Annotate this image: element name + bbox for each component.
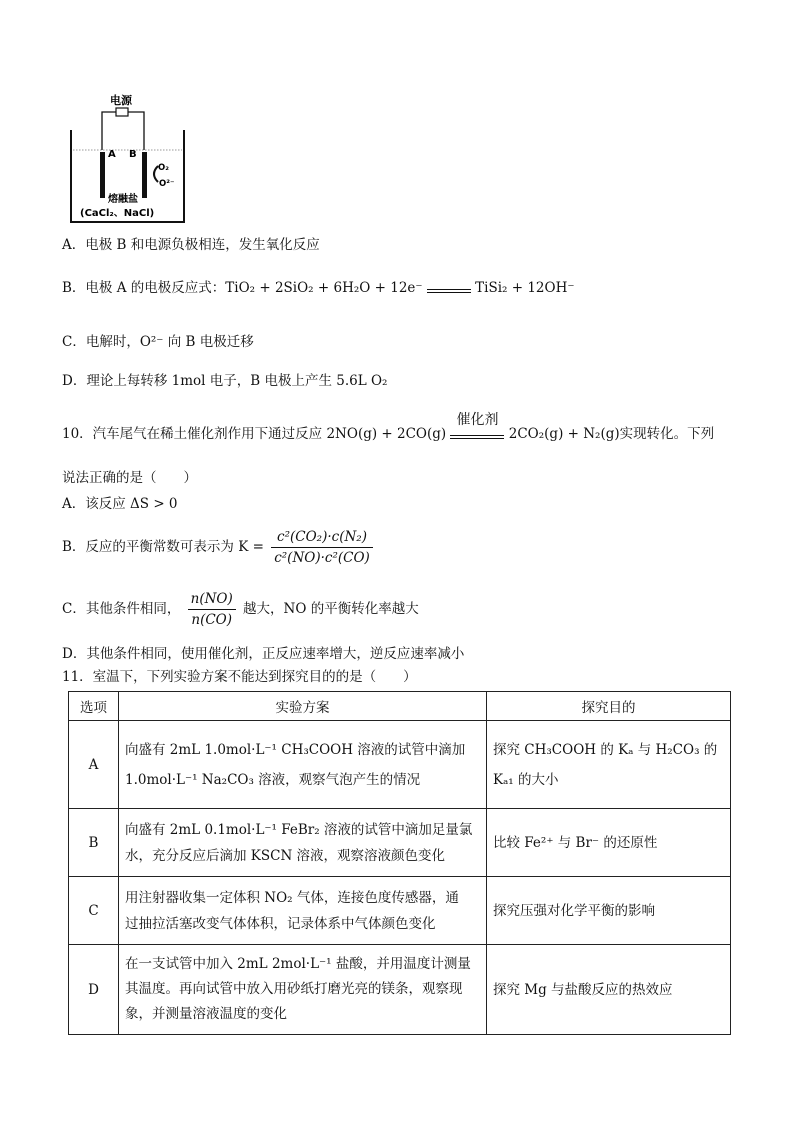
goal-line: 探究 CH₃COOH 的 Kₐ 与 H₂CO₃ 的 bbox=[493, 741, 718, 758]
table-row bbox=[69, 877, 731, 945]
header-plan: 实验方案 bbox=[119, 692, 487, 721]
q10-option-c bbox=[62, 590, 419, 629]
plan-line: 其温度。再向试管中放入用砂纸打磨光亮的镁条，观察现 bbox=[125, 981, 463, 997]
q10-option-c-prefix: C．其他条件相同， bbox=[62, 601, 181, 617]
q9-option-d: D．理论上每转移 1mol 电子，B 电极上产生 5.6L O₂ bbox=[62, 373, 388, 389]
goal-line: 比较 Fe²⁺ 与 Br⁻ 的还原性 bbox=[493, 834, 658, 851]
plan-line: 向盛有 2mL 1.0mol·L⁻¹ CH₃COOH 溶液的试管中滴加 bbox=[125, 741, 466, 758]
q9-option-b-eq-left: TiO₂ + 2SiO₂ + 6H₂O + 12e⁻ bbox=[225, 280, 423, 296]
equilibrium-constant-fraction bbox=[271, 528, 373, 567]
row-option: B bbox=[69, 809, 119, 877]
row-goal bbox=[487, 721, 731, 809]
ratio-numerator: n(NO) bbox=[188, 590, 236, 610]
q9-option-b bbox=[62, 279, 574, 297]
q9-option-c: C．电解时，O²⁻ 向 B 电极迁移 bbox=[62, 334, 254, 350]
row-goal bbox=[487, 945, 731, 1035]
table-row bbox=[69, 945, 731, 1035]
q9-option-b-prefix: B．电极 A 的电极反应式： bbox=[62, 280, 226, 296]
q10-option-a: A．该反应 ΔS > 0 bbox=[62, 496, 178, 512]
goal-line: Kₐ₁ 的大小 bbox=[493, 771, 559, 788]
power-source-label: 电源 bbox=[110, 94, 132, 107]
table-header-row bbox=[69, 692, 731, 721]
q9-option-b-eq-right: TiSi₂ + 12OH⁻ bbox=[475, 280, 575, 296]
row-option: C bbox=[69, 877, 119, 945]
row-plan bbox=[119, 809, 487, 877]
plan-line: 在一支试管中加入 2mL 2mol·L⁻¹ 盐酸，并用温度计测量 bbox=[125, 956, 471, 972]
q10-option-b bbox=[62, 528, 376, 567]
fraction-denominator: c²(NO)·c²(CO) bbox=[274, 550, 370, 566]
electrode-a-label: A bbox=[108, 149, 116, 160]
o2minus-label: O²⁻ bbox=[159, 179, 175, 189]
electrolysis-diagram bbox=[66, 90, 196, 225]
q11-stem: 11．室温下，下列实验方案不能达到探究目的的是（ ） bbox=[62, 669, 417, 685]
catalyst-arrow bbox=[450, 411, 504, 439]
equal-arrow-icon bbox=[427, 285, 471, 293]
goal-line: 探究 Mg 与盐酸反应的热效应 bbox=[493, 981, 673, 998]
q10-option-b-prefix: B．反应的平衡常数可表示为 K = bbox=[62, 539, 264, 555]
plan-line: 水，充分反应后滴加 KSCN 溶液，观察溶液颜色变化 bbox=[125, 847, 446, 864]
catalyst-label: 催化剂 bbox=[456, 411, 499, 428]
q10-stem-suffix: 实现转化。下列 bbox=[619, 426, 715, 442]
ratio-denominator: n(CO) bbox=[191, 612, 233, 628]
salt-formula-label: (CaCl₂、NaCl) bbox=[80, 208, 155, 219]
row-option: D bbox=[69, 945, 119, 1035]
table-row bbox=[69, 809, 731, 877]
plan-line: 1.0mol·L⁻¹ Na₂CO₃ 溶液，观察气泡产生的情况 bbox=[125, 771, 421, 788]
row-plan bbox=[119, 721, 487, 809]
q10-stem bbox=[62, 411, 715, 443]
fraction-numerator: c²(CO₂)·c(N₂) bbox=[271, 528, 373, 548]
plan-line: 过抽拉活塞改变气体体积，记录体系中气体颜色变化 bbox=[125, 915, 436, 932]
q10-option-d: D．其他条件相同，使用催化剂，正反应速率增大，逆反应速率减小 bbox=[62, 646, 465, 662]
q9-option-a: A．电极 B 和电源负极相连，发生氧化反应 bbox=[62, 237, 320, 253]
q10-stem-products: 2CO₂(g) + N₂(g) bbox=[508, 426, 620, 442]
header-goal: 探究目的 bbox=[487, 692, 731, 721]
goal-line: 探究压强对化学平衡的影响 bbox=[493, 902, 655, 919]
electrode-b-label: B bbox=[129, 149, 137, 160]
plan-line: 象，并测量溶液温度的变化 bbox=[125, 1006, 287, 1022]
table-row bbox=[69, 721, 731, 809]
plan-line: 向盛有 2mL 0.1mol·L⁻¹ FeBr₂ 溶液的试管中滴加足量氯 bbox=[125, 821, 473, 838]
row-goal bbox=[487, 877, 731, 945]
o2-label: O₂ bbox=[158, 163, 169, 173]
molten-salt-label: 熔融盐 bbox=[108, 194, 138, 205]
electrode-b bbox=[142, 152, 147, 198]
q10-stem-line2: 说法正确的是（ ） bbox=[62, 470, 197, 486]
ratio-fraction bbox=[188, 590, 236, 629]
experiment-table bbox=[68, 691, 731, 1035]
q10-stem-prefix: 10．汽车尾气在稀土催化剂作用下通过反应 2NO(g) + 2CO(g) bbox=[62, 426, 447, 442]
plan-line: 用注射器收集一定体积 NO₂ 气体，连接色度传感器，通 bbox=[125, 889, 459, 906]
row-plan bbox=[119, 877, 487, 945]
header-option: 选项 bbox=[69, 692, 119, 721]
row-plan bbox=[119, 945, 487, 1035]
q10-option-c-suffix: 越大，NO 的平衡转化率越大 bbox=[243, 601, 419, 617]
row-goal bbox=[487, 809, 731, 877]
power-source-box bbox=[116, 108, 128, 116]
row-option: A bbox=[69, 721, 119, 809]
electrode-a bbox=[100, 152, 105, 198]
